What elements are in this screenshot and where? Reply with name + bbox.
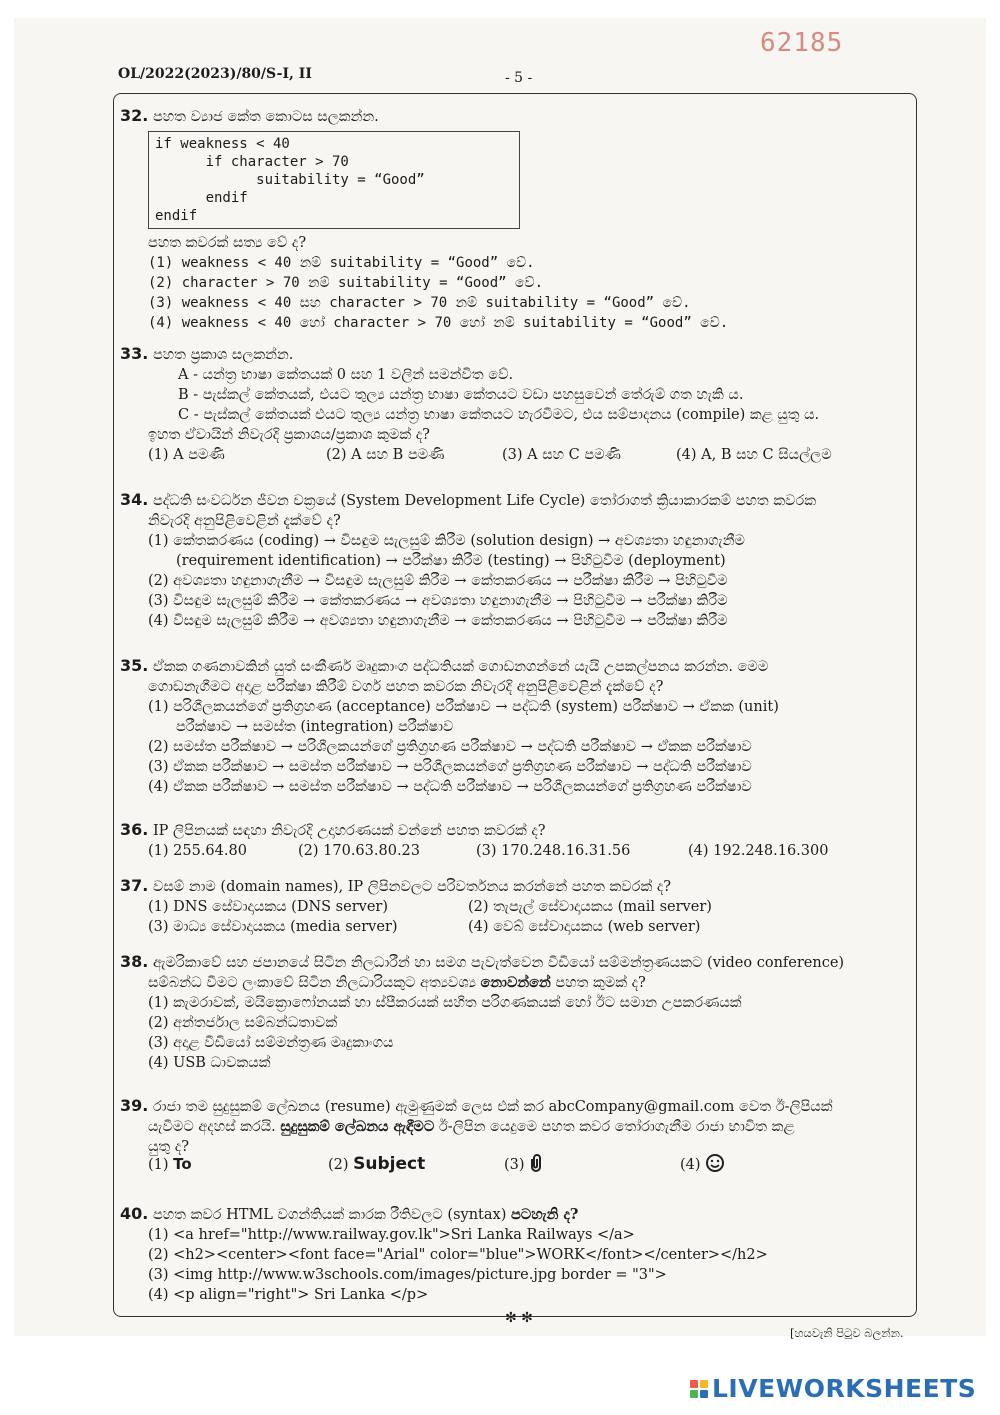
logo-square (700, 1380, 708, 1388)
code-line: endif (155, 190, 248, 206)
end-stars: ✻ ✻ (505, 1310, 533, 1326)
question-stem: පහත කවර HTML වගන්තියක් කාරක රීතිවලට (syntax) (152, 1207, 511, 1223)
question-34 (120, 490, 908, 631)
question-40 (120, 1204, 908, 1305)
answer-option[interactable]: (1) පරිශීලකයන්ගේ ප්‍රතිග්‍රහණ (acceptance) පරීක්ෂාව → පද්ධති (system) පරීක්ෂාව → ඒකක (unit) (148, 699, 779, 715)
answer-option-cont[interactable]: (requirement identification) → පරීක්ෂා කිරීම (testing) → පිහිටුවීම (deployment) (176, 553, 726, 569)
question-32 (120, 106, 908, 333)
answer-option[interactable]: (3) <img http://www.w3schools.com/images/picture.jpg border = "3"> (148, 1267, 667, 1283)
code-line: endif (155, 208, 198, 224)
question-number: 37. (120, 876, 149, 895)
answer-option[interactable]: (4) USB ධාවකයක් (148, 1055, 271, 1071)
question-stem: පද්ධති සංවර්ධන ජීවන චක්‍රයේ (System Development Life Cycle) තෝරාගත් ක්‍රියාකාරකම් පහත කවරක (152, 493, 817, 509)
question-stem: IP ලිපිනයක් සඳහා නිවැරදි උදාහරණයක් වන්නේ පහත කවරක් ද? (152, 823, 546, 839)
question-number: 34. (120, 490, 149, 509)
logo-square (690, 1380, 698, 1388)
answer-option[interactable] (148, 1154, 328, 1175)
answer-option[interactable]: (3) 170.248.16.31.56 (476, 843, 631, 859)
answer-option[interactable]: (1) <a href="http://www.railway.gov.lk">Sri Lanka Railways </a> (148, 1227, 635, 1243)
code-line: suitability = “Good” (155, 172, 425, 188)
answer-option[interactable]: (1) weakness < 40 නම් suitability = “Good” වේ. (148, 255, 535, 271)
emphasis-text: පටහැනි ද? (510, 1206, 579, 1223)
serial-stamp: 62185 (760, 28, 844, 58)
logo-icon (690, 1380, 708, 1398)
question-stem-cont: ගොඩනැගීමට අදාළ පරීක්ෂා කිරීම් වර්ග පහත කවරක නිවැරදි අනුපිළිවෙළින් දැක්වේ ද? (148, 679, 664, 695)
emphasis-text: නොවන්නේ (480, 974, 551, 991)
question-number: 38. (120, 952, 149, 971)
emphasis-text: සුදුසුකම් ලේඛනය ඇඳීමට (280, 1118, 435, 1135)
question-number: 36. (120, 820, 149, 839)
answer-option[interactable]: (1) DNS සේවාදායකය (DNS server) (148, 899, 388, 915)
page-number: - 5 - (505, 70, 533, 86)
question-stem: වසම් නාම (domain names), IP ලිපිනවලට පරිවර්තනය කරන්නේ පහත කවරක් ද? (152, 879, 672, 895)
answer-option[interactable]: (4) A, B සහ C සියල්ලම (676, 447, 832, 463)
answer-option[interactable]: (1) A පමණි (148, 447, 225, 463)
question-37 (120, 876, 908, 937)
paper-code: OL/2022(2023)/80/S-I, II (118, 66, 312, 82)
question-stem-cont: පහත කුමක් ද? (550, 975, 646, 991)
option-number: (3) (504, 1157, 525, 1173)
question-stem: පහත ව්‍යාජ කේත කොටස සලකන්න. (152, 109, 379, 125)
answer-option[interactable]: (3) A සහ C පමණි (502, 447, 621, 463)
answer-option[interactable] (680, 1153, 725, 1175)
question-stem-cont: සම්බන්ධ වීමට ලංකාවේ සිටින නිලධාරියකුට අත්‍යවශ්‍ය (148, 975, 481, 991)
answer-option[interactable]: (2) character > 70 නම් suitability = “Good” වේ. (148, 275, 544, 291)
question-33 (120, 344, 908, 465)
liveworksheets-logo[interactable] (690, 1374, 976, 1403)
question-number: 39. (120, 1096, 149, 1115)
answer-option[interactable]: (2) අන්තර්ජාල සම්බන්ධතාවක් (148, 1015, 338, 1031)
answer-option[interactable]: (2) අවශ්‍යතා හඳුනාගැනීම → විසඳුම සැලසුම් කිරීම → කේතකරණය → පරීක්ෂා කිරීම → පිහිටුවීම (148, 573, 728, 589)
option-number: (1) (148, 1157, 169, 1173)
question-stem: ඇමරිකාවේ සහ ජපානයේ සිටින නිලධාරීන් හා සමග පැවැත්වෙන වීඩියෝ සම්මන්ත්‍රණයකට (video conference) (152, 955, 845, 971)
question-39 (120, 1096, 908, 1175)
question-prompt: ඉහත ඒවායින් නිවැරදි ප්‍රකාශය/ප්‍රකාශ කුමක් ද? (148, 427, 430, 443)
answer-option[interactable] (328, 1154, 504, 1175)
statement-b: B - පැස්කල් කේතයක්, එයට තුල්‍ය යන්ත්‍ර භාෂා කේතයට වඩා පහසුවෙන් තේරුම් ගත හැකි ය. (178, 387, 744, 403)
smiley-icon (705, 1153, 725, 1173)
question-number: 32. (120, 106, 149, 125)
question-stem: රාජා තම සුදුසුකම් ලේඛනය (resume) ඇමුණුමක් ලෙස එක් කර abcCompany@gmail.com වෙත ඊ-ලිපියක් (152, 1099, 833, 1115)
answer-option[interactable]: (1) කේතකරණය (coding) → විසඳුම සැලසුම් කිරීම (solution design) → අවශ්‍යතා හඳුනාගැනීම (148, 533, 745, 549)
question-stem: පහත ප්‍රකාශ සලකන්න. (152, 347, 294, 363)
option-label: Subject (353, 1154, 426, 1174)
answer-option[interactable]: (1) කැමරාවක්, මයික්‍රොෆෝනයක් හා ස්පීකරයක් සහිත පරිගණකයක් හෝ ඊට සමාන උපකරණයක් (148, 995, 742, 1011)
answer-option[interactable]: (3) මාධ්‍ය සේවාදායකය (media server) (148, 919, 398, 935)
answer-option[interactable]: (4) විසඳුම සැලසුම් කිරීම → අවශ්‍යතා හඳුනාගැනීම → කේතකරණය → පිහිටුවීම → පරීක්ෂා කිරීම (148, 613, 728, 629)
code-line: if weakness < 40 (155, 136, 290, 152)
answer-option[interactable]: (1) 255.64.80 (148, 843, 247, 859)
option-number: (2) (328, 1157, 349, 1173)
question-stem-cont: යැවීමට අදහස් කරයි. (148, 1119, 281, 1135)
statement-a: A - යන්ත්‍ර භාෂා කේතයක් 0 සහ 1 වලින් සමන්විත වේ. (178, 367, 514, 383)
answer-option[interactable]: (3) අදාළ වීඩියෝ සම්මන්ත්‍රණ මෘදුකාංගය (148, 1035, 394, 1051)
logo-square (700, 1390, 708, 1398)
question-35 (120, 656, 908, 797)
answer-option[interactable]: (3) weakness < 40 සහ character > 70 නම් suitability = “Good” වේ. (148, 295, 691, 311)
question-number: 35. (120, 656, 149, 675)
logo-text: LIVEWORKSHEETS (712, 1374, 977, 1403)
answer-option[interactable]: (4) ඒකක පරීක්ෂාව → සමස්ත පරීක්ෂාව → පද්ධති පරීක්ෂාව → පරිශීලකයන්ගේ ප්‍රතිග්‍රහණ පරීක්ෂාව (148, 779, 752, 795)
option-number: (4) (680, 1157, 701, 1173)
answer-option[interactable]: (3) ඒකක පරීක්ෂාව → සමස්ත පරීක්ෂාව → පරිශීලකයන්ගේ ප්‍රතිග්‍රහණ පරීක්ෂාව → පද්ධති පරීක්ෂාව (148, 759, 752, 775)
question-stem: ඒකක ගණනාවකින් යුත් සංකීර්ණ මෘදුකාංග පද්ධතියක් ගොඩනගන්නේ යැයි උපකල්පනය කරන්න. මෙම (152, 659, 769, 675)
option-label: To (173, 1155, 192, 1173)
answer-option[interactable]: (2) 170.63.80.23 (298, 843, 421, 859)
question-prompt: පහත කවරක් සත්‍ය වේ ද? (148, 235, 307, 251)
answer-option[interactable]: (2) සමස්ත පරීක්ෂාව → පරිශීලකයන්ගේ ප්‍රතිග්‍රහණ පරීක්ෂාව → පද්ධති පරීක්ෂාව → ඒකක පරීක්ෂාව (148, 739, 752, 755)
logo-square (690, 1390, 698, 1398)
answer-option[interactable]: (4) weakness < 40 හෝ character > 70 හෝ නම් suitability = “Good” වේ. (148, 315, 729, 331)
answer-option[interactable]: (4) වෙබ් සේවාදායකය (web server) (468, 919, 701, 935)
question-38 (120, 952, 908, 1073)
paperclip-icon (529, 1154, 543, 1172)
pseudo-code-box (148, 131, 520, 229)
answer-option-cont[interactable]: පරීක්ෂාව → සමස්ත (integration) පරීක්ෂාව (176, 719, 454, 735)
turn-page-note: [හයවැනි පිටුව බලන්න. (790, 1326, 904, 1340)
answer-option[interactable]: (3) විසඳුම සැලසුම් කිරීම → කේතකරණය → අවශ්‍යතා හඳුනාගැනීම → පිහිටුවීම → පරීක්ෂා කිරීම (148, 593, 728, 609)
question-stem-cont: නිවැරදි අනුපිළිවෙළින් දැක්වේ ද? (148, 513, 341, 529)
question-stem-cont: යුතු ද? (148, 1139, 190, 1155)
code-line: if character > 70 (155, 154, 349, 170)
question-number: 33. (120, 344, 149, 363)
answer-option[interactable]: (2) තැපැල් සේවාදායකය (mail server) (468, 899, 712, 915)
question-number: 40. (120, 1204, 149, 1223)
question-stem-cont: ඊ-ලිපින යෙදුමෙ පහත කවර තෝරාගැනීම රාජා භාවිත කළ (434, 1119, 795, 1135)
question-36 (120, 820, 908, 861)
answer-option[interactable]: (4) 192.248.16.300 (688, 843, 829, 859)
answer-option[interactable] (504, 1154, 680, 1175)
answer-option[interactable]: (2) A සහ B පමණි (326, 447, 445, 463)
answer-option[interactable]: (2) <h2><center><font face="Arial" color="blue">WORK</font></center></h2> (148, 1247, 768, 1263)
answer-option[interactable]: (4) <p align="right"> Sri Lanka </p> (148, 1287, 429, 1303)
statement-c: C - පැස්කල් කේතයක් එයට තුල්‍ය යන්ත්‍ර භාෂා කේතයට හැරවීමට, එය සම්පාදනය (compile) කළ යුතු ය. (178, 407, 820, 423)
